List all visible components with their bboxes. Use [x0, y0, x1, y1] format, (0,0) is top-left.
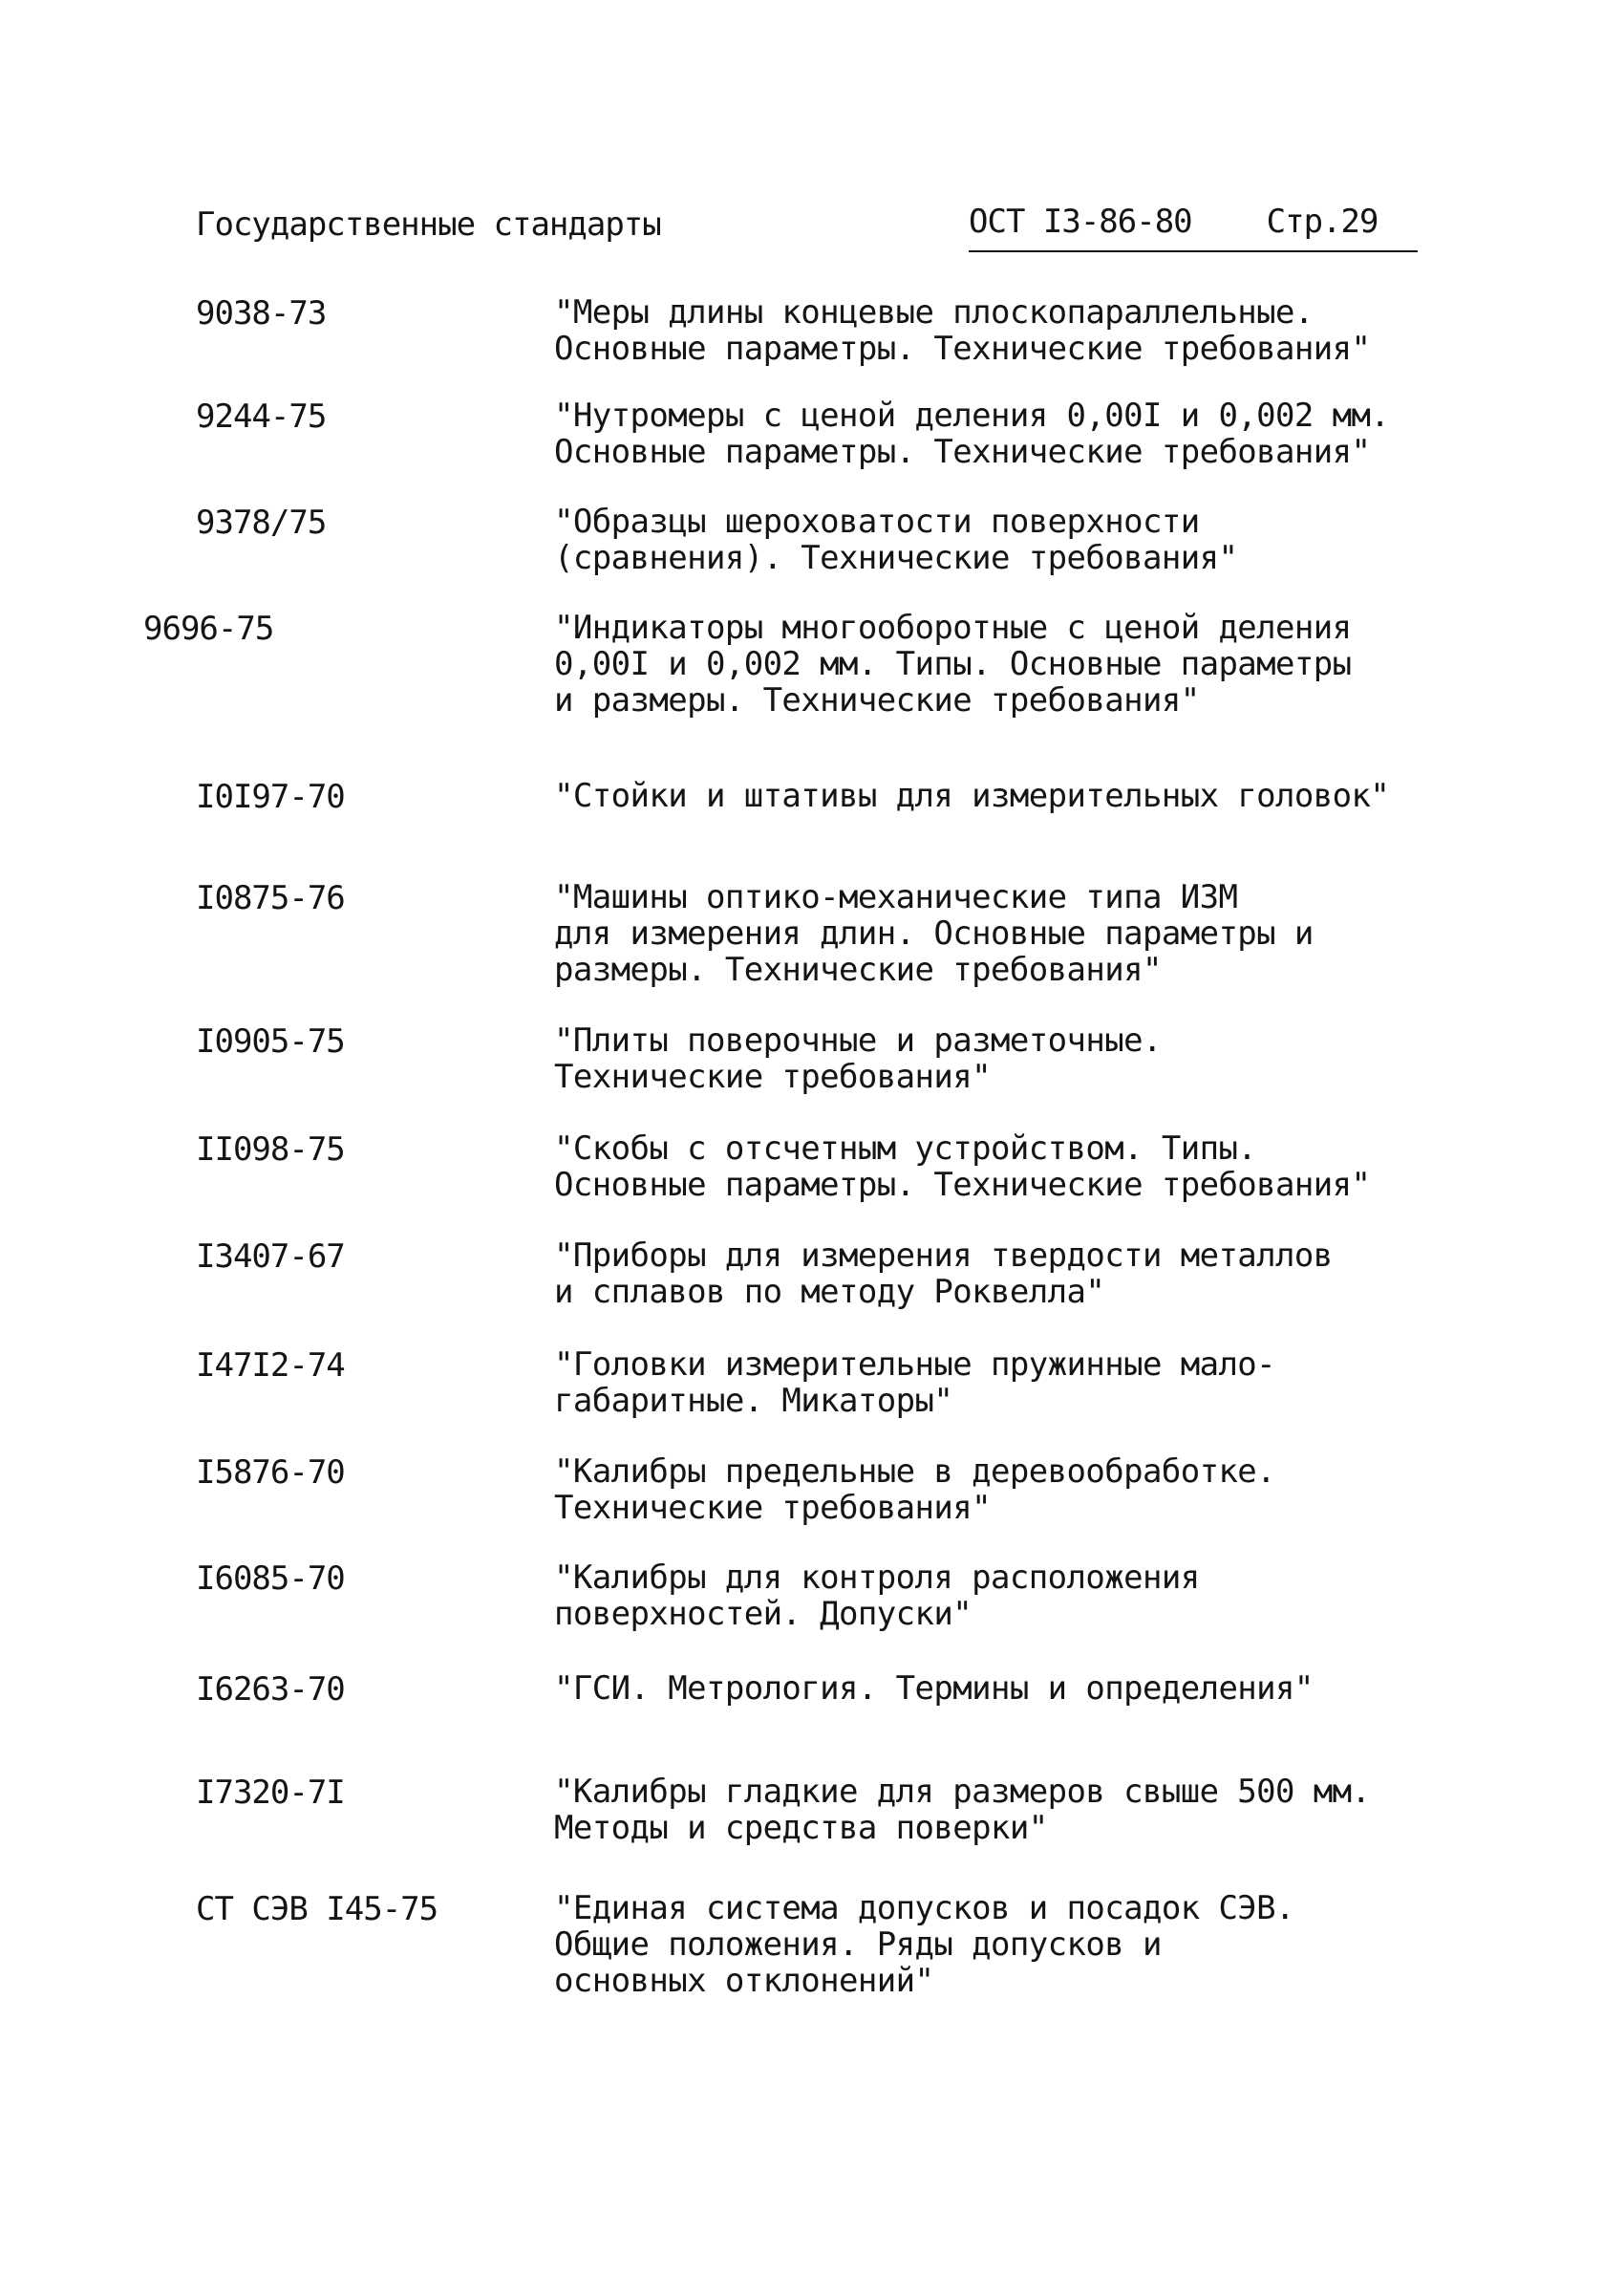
standard-title-line: поверхностей. Допуски" — [554, 1595, 972, 1633]
standard-title — [554, 1559, 1586, 1632]
standard-title-line: габаритные. Микаторы" — [554, 1382, 953, 1420]
standard-title-line: Основные параметры. Технические требования" — [554, 1166, 1371, 1204]
standard-title-line: (сравнения). Технические требования" — [554, 539, 1238, 577]
standard-code: I0905-75 — [196, 1022, 345, 1061]
standard-title — [554, 1346, 1586, 1419]
standard-title — [554, 398, 1586, 470]
standard-code: I6263-70 — [196, 1670, 345, 1709]
standard-code: 9378/75 — [196, 504, 327, 542]
standard-title-line: "Образцы шероховатости поверхности — [554, 503, 1200, 541]
header-doc-reference — [969, 203, 1418, 252]
standard-title-line: "Единая система допусков и посадок СЭВ. — [554, 1889, 1294, 1927]
standard-title-line: Технические требования" — [554, 1058, 992, 1096]
standard-title-line: "Стойки и штативы для измерительных головок" — [554, 777, 1390, 815]
standard-title-line: "Индикаторы многооборотные с ценой деления — [554, 609, 1352, 647]
standard-title-line: "Плиты поверочные и разметочные. — [554, 1021, 1162, 1060]
standard-title-line: "Головки измерительные пружинные мало- — [554, 1345, 1276, 1384]
standard-title — [554, 1670, 1586, 1707]
standard-title-line: Общие положения. Ряды допусков и — [554, 1925, 1162, 1964]
standard-entry — [0, 1774, 1624, 1846]
standard-title-line: "Нутромеры с ценой деления 0,00I и 0,002 мм. — [554, 397, 1390, 435]
standard-code: 9696-75 — [143, 610, 274, 648]
standard-entry — [0, 778, 1624, 814]
standard-title-line: "Калибры гладкие для размеров свыше 500 мм. — [554, 1773, 1371, 1811]
standard-title — [554, 1453, 1586, 1526]
standard-code: I5876-70 — [196, 1453, 345, 1492]
standard-entry — [0, 1670, 1624, 1707]
standard-title-line: 0,00I и 0,002 мм. Типы. Основные параметры — [554, 645, 1352, 683]
standard-entry — [0, 1559, 1624, 1632]
standard-title-line: "Калибры предельные в деревообработке. — [554, 1452, 1276, 1491]
standard-entry — [0, 294, 1624, 367]
standard-entry — [0, 1130, 1624, 1203]
standard-title-line: "Калибры для контроля расположения — [554, 1559, 1200, 1597]
standard-title-line: "ГСИ. Метрология. Термины и определения" — [554, 1669, 1314, 1708]
standard-entry — [0, 879, 1624, 988]
standard-title — [554, 610, 1586, 719]
standard-entry — [0, 1890, 1624, 1999]
standard-title-line: основных отклонений" — [554, 1962, 934, 2000]
standard-title — [554, 504, 1586, 576]
standard-title-line: "Машины оптико-механические типа ИЗМ — [554, 878, 1238, 916]
standard-title-line: Основные параметры. Технические требования" — [554, 433, 1371, 471]
standard-title-line: и размеры. Технические требования" — [554, 681, 1200, 720]
header-section-title: Государственные стандарты — [196, 205, 661, 244]
standard-entry — [0, 1346, 1624, 1419]
standard-code: I7320-7I — [196, 1774, 345, 1812]
standard-entry — [0, 398, 1624, 470]
standard-title-line: Методы и средства поверки" — [554, 1809, 1048, 1847]
standard-title — [554, 294, 1586, 367]
standard-title-line: для измерения длин. Основные параметры и — [554, 914, 1314, 953]
standard-title — [554, 1022, 1586, 1095]
standard-code: I3407-67 — [196, 1237, 345, 1276]
standard-title-line: "Меры длины концевые плоскопараллельные. — [554, 293, 1314, 332]
standard-code: II098-75 — [196, 1130, 345, 1169]
header-page-number: Стр.29 — [1266, 203, 1378, 241]
standard-title-line: размеры. Технические требования" — [554, 951, 1162, 989]
standard-title-line: Технические требования" — [554, 1489, 992, 1527]
standard-title — [554, 879, 1586, 988]
standard-entry — [0, 1453, 1624, 1526]
header-doc-code: ОСТ I3-86-80 — [969, 203, 1192, 241]
standard-title-line: "Скобы с отсчетным устройством. Типы. — [554, 1129, 1257, 1168]
standard-entry — [0, 1022, 1624, 1095]
standard-title-line: Основные параметры. Технические требования" — [554, 330, 1371, 368]
standard-code: I0I97-70 — [196, 778, 345, 816]
standard-code: I47I2-74 — [196, 1346, 345, 1385]
standard-title — [554, 1130, 1586, 1203]
standard-title — [554, 1774, 1586, 1846]
standard-code: 9244-75 — [196, 398, 327, 436]
standard-title-line: и сплавов по методу Роквелла" — [554, 1273, 1105, 1311]
standard-title — [554, 1237, 1586, 1310]
standard-code: СТ СЭВ I45-75 — [196, 1890, 438, 1928]
standard-entry — [0, 610, 1624, 719]
standard-title — [554, 1890, 1586, 1999]
standard-entry — [0, 504, 1624, 576]
standard-entry — [0, 1237, 1624, 1310]
standard-title — [554, 778, 1586, 814]
standard-code: I6085-70 — [196, 1559, 345, 1598]
standard-code: I0875-76 — [196, 879, 345, 917]
standard-code: 9038-73 — [196, 294, 327, 333]
standard-title-line: "Приборы для измерения твердости металлов — [554, 1236, 1333, 1275]
